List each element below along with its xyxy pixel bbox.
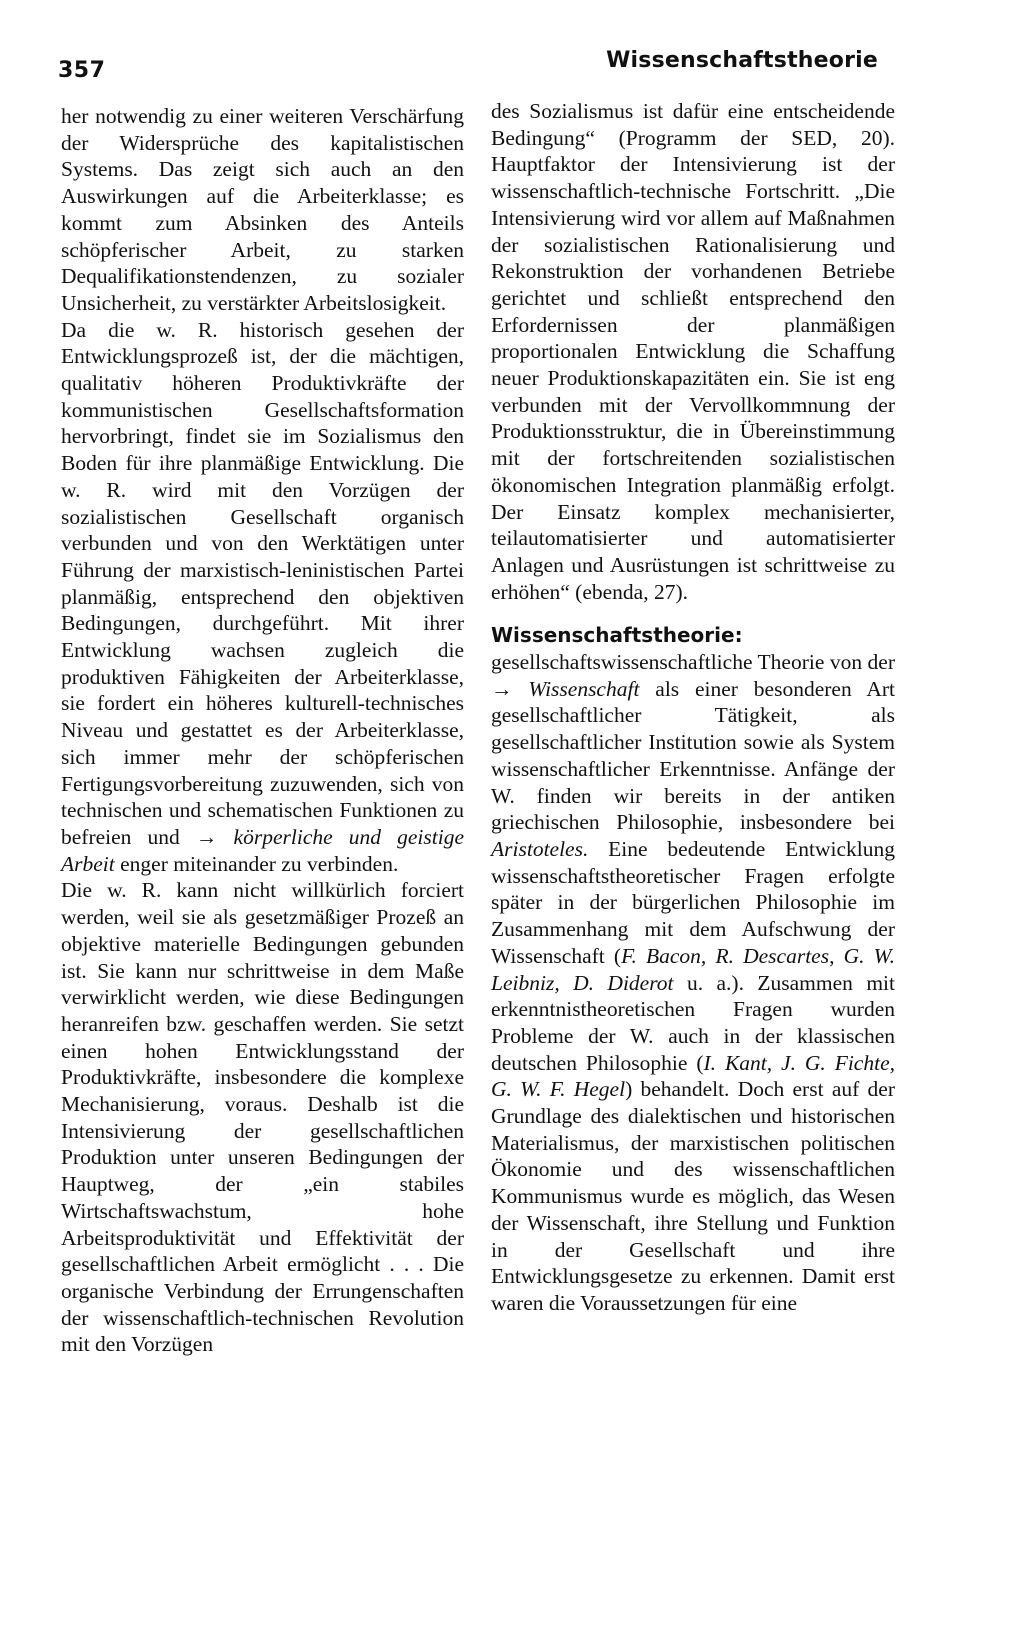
entry-text: Eine bedeutende Entwicklung wissenschaftstheoretischer Fragen erfolgte später in der bürgerlichen Philosophie im Zusammenhang mit dem Aufschwung der Wissenschaft ( bbox=[491, 836, 895, 968]
paragraph-text: Da die w. R. historisch gesehen der Entwicklungsprozeß ist, der die mächtigen, qualitativ höheren Produktivkräfte der kommunistischen Gesellschaftsformation hervorbringt, findet sie im Sozialismus den Boden für ihre planmäßige Entwicklung. Die w. R. wird mit den Vorzügen der sozialistischen Gesellschaft organisch verbunden und von den Werktätigen unter Führung der marxistisch-leninistischen Partei planmäßig, entsprechend den objektiven Bedingungen, durchgeführt. Mit ihrer Entwicklung wachsen zugleich die produktiven Fähigkeiten der Arbeiterklasse, sie fordert ein höheres kulturell-technisches Niveau und gestattet es der Arbeiterklasse, sich immer mehr der schöpferischen Fertigungsvorbereitung zuzuwenden, sich von technischen und schematischen Funktionen zu befreien und → bbox=[61, 317, 464, 849]
entry-headword: Wissenschaftstheorie: bbox=[491, 623, 743, 648]
cross-reference: Wissenschaft bbox=[528, 676, 640, 701]
paragraph: des Sozialismus ist dafür eine entscheidende Bedingung“ (Programm der SED, 20). Hauptfaktor der Intensivierung ist der wissenschaftlich-technische Fortschritt. „Die Intensivierung wird vor allem auf Maßnahmen der sozialistischen Rationalisierung und Rekonstruktion der vorhandenen Betriebe gerichtet und schließt entsprechend den Erfordernissen der planmäßigen proportionalen Entwicklung die Schaffung neuer Produktionskapazitäten ein. Sie ist eng verbunden mit der Vervollkommnung der Produktionsstruktur, die in Übereinstimmung mit der fortschreitenden sozialistischen ökonomischen Integration planmäßig erfolgt. Der Einsatz komplex mechanisierter, teilautomatisierter und automatisierter Anlagen und Ausrüstungen ist schrittweise zu erhöhen“ (ebenda, 27). bbox=[491, 99, 895, 604]
person-name: Aristoteles. bbox=[491, 836, 589, 861]
page-number: 357 bbox=[58, 58, 106, 83]
entry-text: ) behandelt. Doch erst auf der Grundlage des dialektischen und historischen Materialismus, der marxistischen politischen Ökonomie und des wissenschaftlichen Kommunismus wurde es möglich, das Wesen der Wissenschaft, ihre Stellung und Funktion in der Gesellschaft und ihre Entwicklungsgesetze zu erkennen. Damit erst waren die Voraussetzungen für eine bbox=[491, 1077, 895, 1315]
paragraph: her notwendig zu einer weiteren Verschärfung der Widersprüche des kapitalistischen Systems. Das zeigt sich auch an den Auswirkungen auf die Arbeiterklasse; es kommt zum Absinken des Anteils schöpferischer Arbeit, zu starken Dequalifikationstendenzen, zu sozialer Unsicherheit, zu verstärkter Arbeitslosigkeit. bbox=[61, 104, 464, 315]
paragraph bbox=[61, 317, 464, 878]
dictionary-entry bbox=[491, 622, 895, 1316]
right-column bbox=[491, 98, 895, 1317]
paragraph-text: enger miteinander zu verbinden. bbox=[120, 851, 399, 876]
entry-text: u. a.). Zusammen mit erkenntnistheoretischen Fragen wurden Probleme der W. auch in der klassischen deutschen Philosophie ( bbox=[491, 970, 895, 1075]
person-names: I. Kant, J. G. Fichte, G. W. F. Hegel bbox=[491, 1050, 895, 1102]
person-names: F. Bacon, R. Descartes, G. W. Leibniz, D. Diderot bbox=[491, 943, 895, 995]
entry-text: als einer besonderen Art gesellschaftlicher Tätigkeit, als gesellschaftlicher Institution sowie als System wissenschaftlicher Erkenntnisse. Anfänge der W. finden wir bereits in der antiken griechischen Philosophie, insbesondere bei bbox=[491, 676, 896, 835]
running-head: Wissenschaftstheorie bbox=[606, 48, 878, 73]
cross-reference: körperliche und geistige Arbeit bbox=[61, 824, 465, 876]
left-column bbox=[61, 103, 464, 1358]
paragraph: Die w. R. kann nicht willkürlich forciert werden, weil sie als gesetzmäßiger Prozeß an objektive materielle Bedingungen gebunden ist. Sie kann nur schrittweise in dem Maße verwirklicht werden, wie diese Bedingungen heranreifen bzw. geschaffen werden. Sie setzt einen hohen Entwicklungsstand der Produktivkräfte, insbesondere die komplexe Mechanisierung, voraus. Deshalb ist die Intensivierung der gesellschaftlichen Produktion unter unseren Bedingungen der Hauptweg, der „ein stabiles Wirtschaftswachstum, hohe Arbeitsproduktivität und Effektivität der gesellschaftlichen Arbeit ermöglicht . . . Die organische Verbindung der Errungenschaften der wissenschaftlich-technischen Revolution mit den Vorzügen bbox=[61, 878, 464, 1357]
entry-text: gesellschaftswissenschaftliche Theorie von der → bbox=[491, 650, 895, 701]
